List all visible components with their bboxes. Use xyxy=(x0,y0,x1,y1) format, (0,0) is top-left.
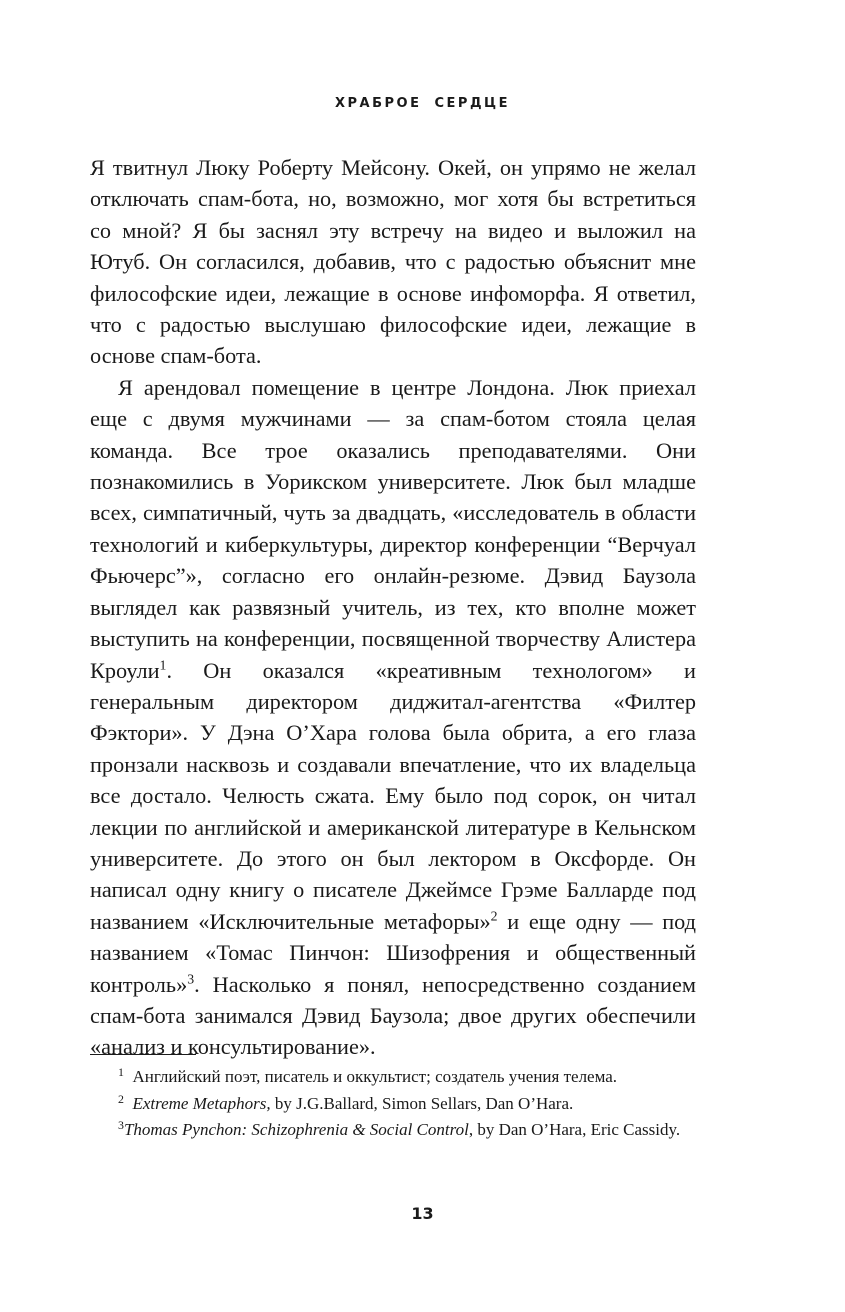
footnote-3-text: , by Dan O’Hara, Eric Cassidy. xyxy=(468,1120,681,1139)
footnote-3 xyxy=(90,1117,696,1144)
footnote-ref-2: 2 xyxy=(490,908,498,924)
body-text xyxy=(90,152,696,1063)
paragraph-2-part-1: Я арендовал помещение в центре Лондона. Люк приехал еще с двумя мужчинами — за спам-ботом стояла целая команда. Все трое оказались преподавателями. Они познакомились в Уорикском университете. Люк был младше всех, симпатичный, чуть за двадцать, «исследователь в области технологий и киберкультуры, директор конференции “Верчуал Фьючерс”», согласно его онлайн-резюме. Дэвид Баузола выглядел как развязный учитель, из тех, кто вполне может выступить на конференции, посвященной творчеству Алистера Кроули xyxy=(90,374,696,683)
footnote-ref-3: 3 xyxy=(187,971,195,987)
footnote-2-number: 2 xyxy=(118,1091,124,1106)
page-number: 13 xyxy=(411,1204,434,1223)
footnote-2-text: by J.G.Ballard, Simon Sellars, Dan O’Hara. xyxy=(270,1093,574,1113)
footnote-3-title: Thomas Pynchon: Schizophrenia & Social Control xyxy=(123,1120,469,1139)
footnote-2-title: Extreme Metaphors, xyxy=(132,1093,271,1113)
paragraph-1: Я твитнул Люку Роберту Мейсону. Окей, он упрямо не желал отключать спам-бота, но, возможно, мог хотя бы встретиться со мной? Я бы заснял эту встречу на видео и выложил на Ютуб. Он согласился, добавив, что с радостью объяснит мне философские идеи, лежащие в основе инфоморфа. Я ответил, что с радостью выслушаю философские идеи, лежащие в основе спам-бота. xyxy=(90,155,696,369)
paragraph-2-part-3: и еще одну — под названием «Томас Пинчон: Шизофрения и общественный контроль» xyxy=(90,908,696,997)
paragraph-2 xyxy=(90,372,696,1063)
footnote-2 xyxy=(90,1091,696,1118)
paragraph-2-part-4: . Насколько я понял, непосредственно созданием спам-бота занимался Дэвид Баузола; двое других обеспечили «анализ и консультирование». xyxy=(90,971,696,1060)
footnote-1 xyxy=(90,1064,696,1091)
footnote-1-number: 1 xyxy=(118,1065,124,1080)
footnote-3-number: 3 xyxy=(118,1118,124,1133)
footnotes xyxy=(90,1064,696,1144)
footnote-ref-1: 1 xyxy=(159,657,167,673)
paragraph-2-part-2: . Он оказался «креативным технологом» и генеральным директором диджитал-агентства «Филтер Фэктори». У Дэна О’Хара голова была обрита, а его глаза пронзали насквозь и создавали впечатление, что их владельца все достало. Челюсть сжата. Ему было под сорок, он читал лекции по английской и американской литературе в Кельнском университете. До этого он был лектором в Оксфорде. Он написал одну книгу о писателе Джеймсе Грэме Балларде под названием «Исключительные метафоры» xyxy=(90,657,696,934)
footnote-1-text: Английский поэт, писатель и оккультист; создатель учения телема. xyxy=(132,1067,618,1086)
footnote-separator xyxy=(90,1054,196,1055)
running-head: ХРАБРОЕ СЕРДЦЕ xyxy=(335,96,510,111)
